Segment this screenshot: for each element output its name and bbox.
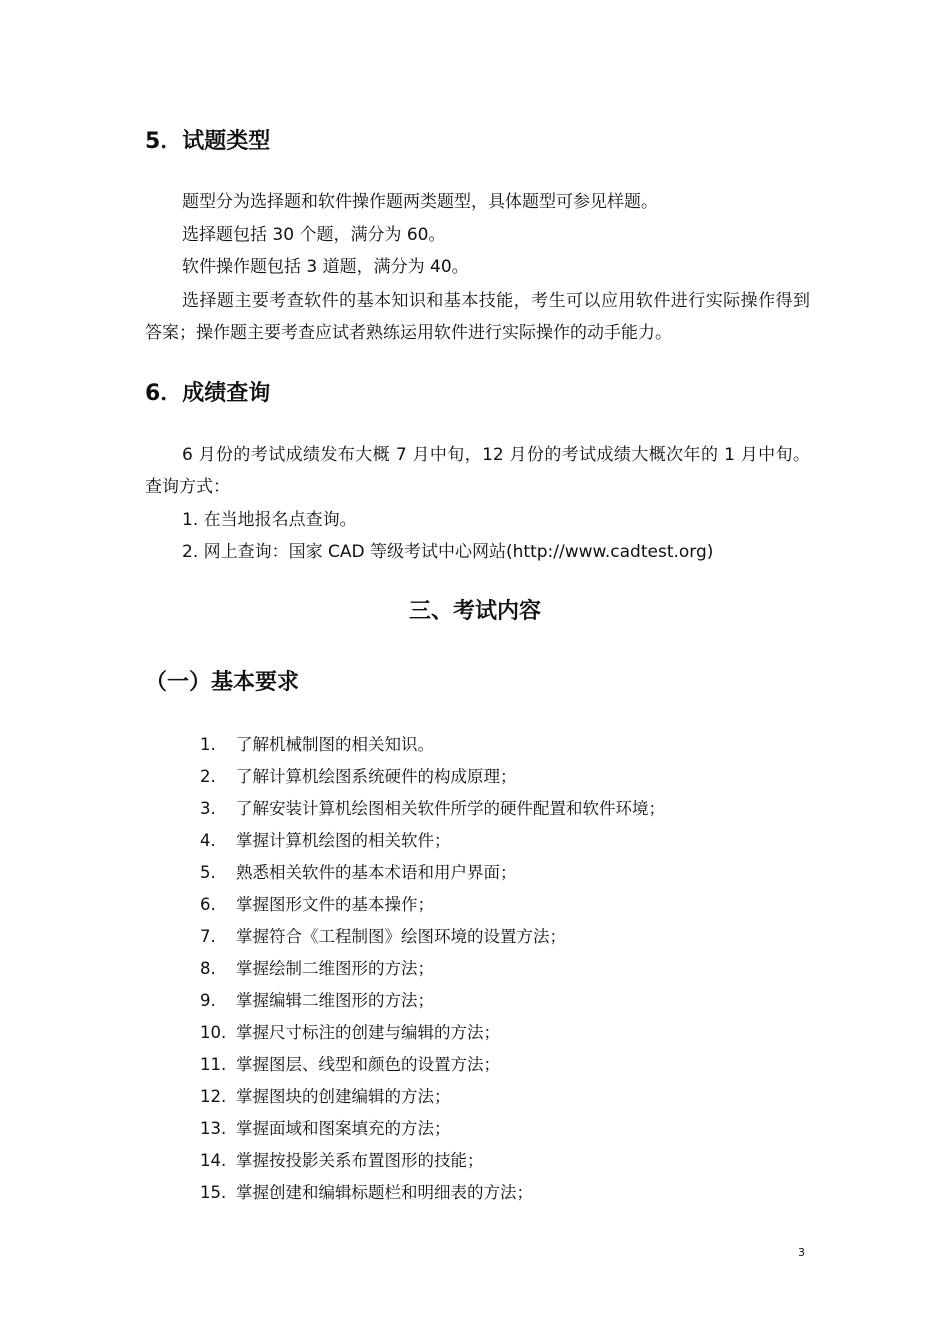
list-item-number: 10. — [200, 1023, 227, 1042]
list-item-number: 8. — [200, 959, 216, 978]
list-item-number: 6. — [200, 895, 216, 914]
list-item-number: 9. — [200, 991, 216, 1010]
list-item-number: 3. — [200, 799, 216, 818]
section-6-item-1: 1. 在当地报名点查询。 — [182, 510, 357, 530]
list-item-number: 4. — [200, 831, 216, 850]
list-item — [200, 985, 665, 1017]
list-item-text: 掌握符合《工程制图》绘图环境的设置方法； — [236, 927, 566, 946]
list-item — [200, 1177, 665, 1209]
list-item-number: 15. — [200, 1183, 227, 1202]
list-item — [200, 889, 665, 921]
section-5-line-1: 题型分为选择题和软件操作题两类题型，具体题型可参见样题。 — [182, 192, 658, 212]
list-item-text: 了解安装计算机绘图相关软件所学的硬件配置和软件环境； — [236, 799, 665, 818]
list-item-number: 1. — [200, 735, 216, 754]
list-item — [200, 729, 665, 761]
list-item — [200, 921, 665, 953]
list-item-text: 掌握创建和编辑标题栏和明细表的方法； — [236, 1183, 533, 1202]
list-item-text: 了解机械制图的相关知识。 — [236, 735, 434, 754]
list-item — [200, 953, 665, 985]
part-3-title: 三、考试内容 — [408, 599, 541, 624]
list-item-number: 5. — [200, 863, 216, 882]
section-6-item-2: 2. 网上查询：国家 CAD 等级考试中心网站(http://www.cadtest.org) — [182, 542, 714, 562]
list-item-number: 11. — [200, 1055, 227, 1074]
list-item — [200, 793, 665, 825]
section-5-line-3: 软件操作题包括 3 道题，满分为 40。 — [182, 257, 469, 277]
list-item-number: 12. — [200, 1087, 227, 1106]
basic-requirements-heading: （一）基本要求 — [145, 670, 300, 695]
list-item-number: 13. — [200, 1119, 227, 1138]
list-item-text: 掌握图形文件的基本操作； — [236, 895, 434, 914]
list-item — [200, 825, 665, 857]
page-number: 3 — [798, 1246, 805, 1259]
section-5-heading: 5．试题类型 — [145, 129, 271, 154]
list-item — [200, 761, 665, 793]
section-5-paragraph: 选择题主要考查软件的基本知识和基本技能，考生可以应用软件进行实际操作得到答案；操作题主要考查应试者熟练运用软件进行实际操作的动手能力。 — [145, 291, 810, 343]
list-item-text: 熟悉相关软件的基本术语和用户界面； — [236, 863, 517, 882]
list-item-text: 掌握绘制二维图形的方法； — [236, 959, 434, 978]
list-item-text: 掌握编辑二维图形的方法； — [236, 991, 434, 1010]
list-item-text: 了解计算机绘图系统硬件的构成原理； — [236, 767, 517, 786]
list-item-number: 14. — [200, 1151, 227, 1170]
list-item-text: 掌握计算机绘图的相关软件； — [236, 831, 451, 850]
requirements-list — [200, 729, 665, 1209]
list-item-text: 掌握按投影关系布置图形的技能； — [236, 1151, 484, 1170]
list-item — [200, 1081, 665, 1113]
list-item-number: 2. — [200, 767, 216, 786]
section-6-paragraph: 6 月份的考试成绩发布大概 7 月中旬，12 月份的考试成绩大概次年的 1 月中旬。查询方式： — [145, 445, 810, 497]
list-item — [200, 857, 665, 889]
list-item-number: 7. — [200, 927, 216, 946]
list-item — [200, 1113, 665, 1145]
list-item-text: 掌握图块的创建编辑的方法； — [236, 1087, 451, 1106]
section-6-heading: 6．成绩查询 — [145, 381, 271, 406]
list-item — [200, 1017, 665, 1049]
list-item-text: 掌握面域和图案填充的方法； — [236, 1119, 451, 1138]
list-item — [200, 1049, 665, 1081]
section-5-line-2: 选择题包括 30 个题，满分为 60。 — [182, 225, 446, 245]
list-item — [200, 1145, 665, 1177]
list-item-text: 掌握图层、线型和颜色的设置方法； — [236, 1055, 500, 1074]
list-item-text: 掌握尺寸标注的创建与编辑的方法； — [236, 1023, 500, 1042]
